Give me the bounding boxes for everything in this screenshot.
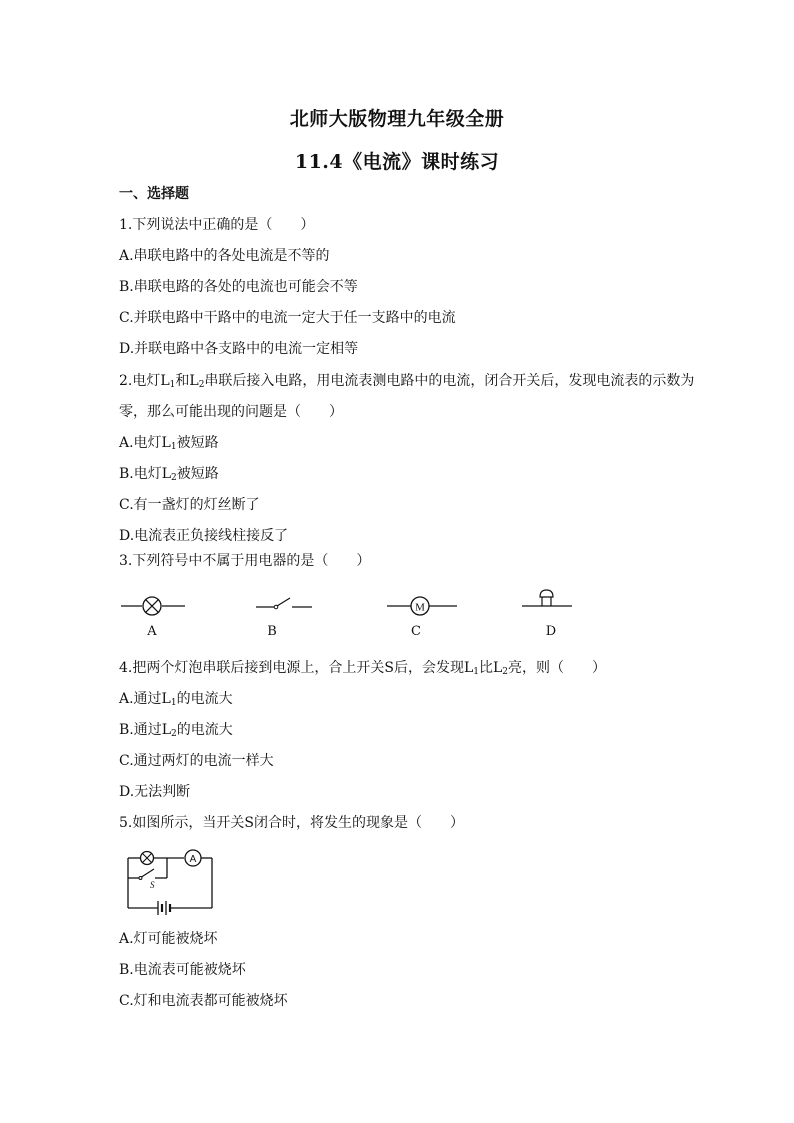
q2-option-c: C.有一盏灯的灯丝断了 xyxy=(119,497,260,513)
subscript-1: 1 xyxy=(170,698,177,708)
q2-option-b-text: B.电灯L xyxy=(119,466,172,482)
symbol-label-b: B xyxy=(267,624,277,639)
q4-stem xyxy=(119,659,606,681)
subscript-2: 2 xyxy=(171,729,177,739)
subscript-1: 1 xyxy=(170,442,177,452)
document-subtitle: 11.4《电流》课时练习 xyxy=(294,151,500,173)
q2-stem-part: 串联后接入电路，用电流表测电路中的电流，闭合开关后，发现电流表的示数为 xyxy=(204,373,695,389)
q2-stem-part: 和L xyxy=(175,373,199,389)
symbol-label-a: A xyxy=(147,624,157,639)
q4-option-b xyxy=(119,721,233,743)
q1-option-d: D.并联电路中各支路中的电流一定相等 xyxy=(119,341,359,357)
ammeter-letter: A xyxy=(189,854,197,865)
motor-symbol-icon xyxy=(387,594,457,618)
q5-option-c: C.灯和电流表都可能被烧坏 xyxy=(119,993,288,1009)
symbol-label-c: C xyxy=(411,624,421,639)
q1-stem: 1.下列说法中正确的是（ ） xyxy=(119,217,315,233)
q4-option-a xyxy=(119,690,233,712)
subscript-1: 1 xyxy=(169,380,176,390)
q1-option-a: A.串联电路中的各处电流是不等的 xyxy=(119,248,330,264)
subscript-2: 2 xyxy=(171,473,177,483)
q1-option-b: B.串联电路的各处的电流也可能会不等 xyxy=(119,279,358,295)
q2-stem-line2: 零，那么可能出现的问题是（ ） xyxy=(119,404,343,420)
q1-option-c: C.并联电路中干路中的电流一定大于任一支路中的电流 xyxy=(119,310,456,326)
bell-symbol-icon xyxy=(522,587,572,611)
q4-option-c: C.通过两灯的电流一样大 xyxy=(119,753,274,769)
document-title: 北师大版物理九年级全册 xyxy=(289,108,505,130)
subscript-2: 2 xyxy=(502,667,509,677)
motor-letter: M xyxy=(415,601,425,614)
q4-option-b-text: 的电流大 xyxy=(176,722,233,738)
q4-option-a-text: 的电流大 xyxy=(176,691,233,707)
switch-letter: S xyxy=(150,880,155,890)
switch-icon xyxy=(142,869,155,877)
q2-option-d: D.电流表正负接线柱接反了 xyxy=(119,528,289,544)
q2-option-a-text: 被短路 xyxy=(176,435,219,451)
circuit-diagram xyxy=(119,846,219,918)
lamp-symbol-icon xyxy=(121,594,185,618)
subscript-2: 2 xyxy=(198,380,205,390)
q2-option-b xyxy=(119,465,219,487)
q5-option-a: A.灯可能被烧坏 xyxy=(119,931,218,947)
switch-symbol-icon xyxy=(256,594,312,618)
q2-stem-line1 xyxy=(119,372,694,394)
q2-option-b-text: 被短路 xyxy=(176,466,219,482)
q4-option-d: D.无法判断 xyxy=(119,784,191,800)
q4-stem-part: 4.把两个灯泡串联后接到电源上，合上开关S后，会发现L xyxy=(119,660,474,676)
section-heading: 一、选择题 xyxy=(119,186,189,202)
q5-option-b: B.电流表可能被烧坏 xyxy=(119,962,246,978)
q2-option-a xyxy=(119,434,219,456)
q4-option-b-text: B.通过L xyxy=(119,722,172,738)
q5-stem: 5.如图所示，当开关S闭合时，将发生的现象是（ ） xyxy=(119,815,464,831)
q4-stem-part: 比L xyxy=(478,660,503,676)
q4-option-a-text: A.通过L xyxy=(119,691,171,707)
q2-stem-part: 2.电灯L xyxy=(119,373,170,389)
q2-option-a-text: A.电灯L xyxy=(119,435,171,451)
subscript-1: 1 xyxy=(473,667,479,677)
symbol-label-d: D xyxy=(545,624,557,639)
q3-stem: 3.下列符号中不属于用电器的是（ ） xyxy=(119,553,371,569)
q4-stem-part: 亮，则（ ） xyxy=(508,660,607,676)
